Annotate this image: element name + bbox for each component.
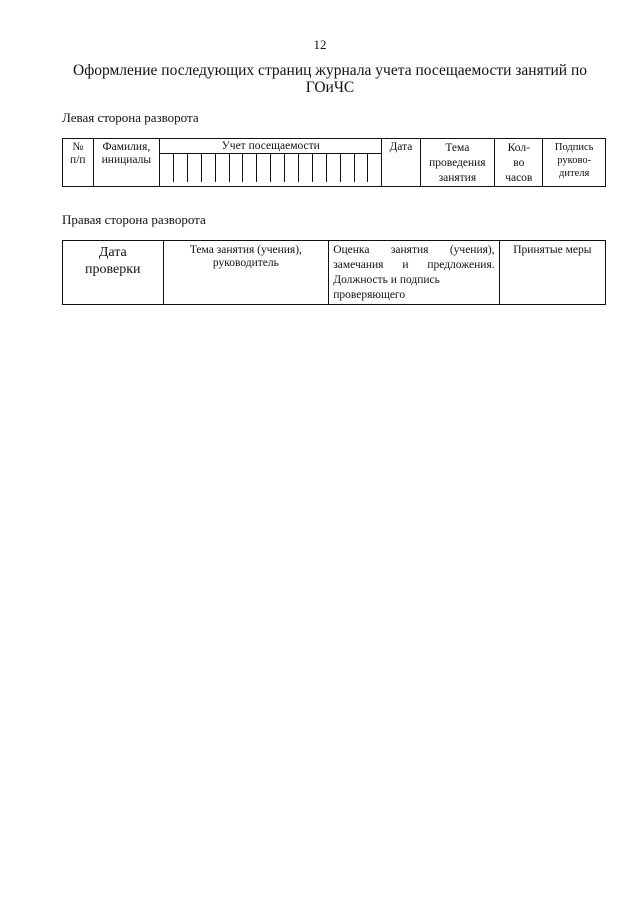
header-check-date-text: Дата проверки <box>85 245 141 277</box>
right-spread-caption: Правая сторона разворота <box>62 212 206 227</box>
left-spread-caption: Левая сторона разворота <box>62 110 199 125</box>
attendance-grid <box>160 154 381 182</box>
header-hours-text: Кол-во часов <box>505 142 533 184</box>
header-topic <box>420 139 495 187</box>
header-date-text: Дата <box>389 141 413 153</box>
header-lesson-topic-text: Тема занятия (учения), руководитель <box>189 244 302 269</box>
evaluation-line-1: Оценка занятия (учения), <box>333 244 495 256</box>
right-spread-table <box>62 240 606 305</box>
header-hours <box>495 139 543 187</box>
header-signature <box>543 139 606 187</box>
header-attendance-text: Учет посещаемости <box>160 139 381 154</box>
header-evaluation <box>329 241 499 305</box>
left-spread-table <box>62 138 606 187</box>
evaluation-line-2: замечания и предложения. <box>333 259 495 271</box>
header-measures-text: Принятые меры <box>513 244 592 256</box>
header-number <box>63 139 94 187</box>
header-check-date <box>63 241 164 305</box>
header-topic-text: Тема проведения занятия <box>429 142 486 184</box>
page-title: Оформление последующих страниц журнала учета посещаемости занятий по ГОиЧС <box>73 62 587 96</box>
header-lesson-topic <box>163 241 329 305</box>
header-measures <box>499 241 605 305</box>
header-number-text: № п/п <box>70 141 86 166</box>
header-name-text: Фамилия, инициалы <box>101 141 152 166</box>
header-date <box>382 139 420 187</box>
evaluation-line-3: Должность и подпись проверяющего <box>333 274 440 301</box>
header-name <box>93 139 160 187</box>
page-number: 12 <box>313 37 327 52</box>
header-attendance <box>160 139 382 187</box>
header-signature-text: Подпись руково-дителя <box>554 142 594 179</box>
